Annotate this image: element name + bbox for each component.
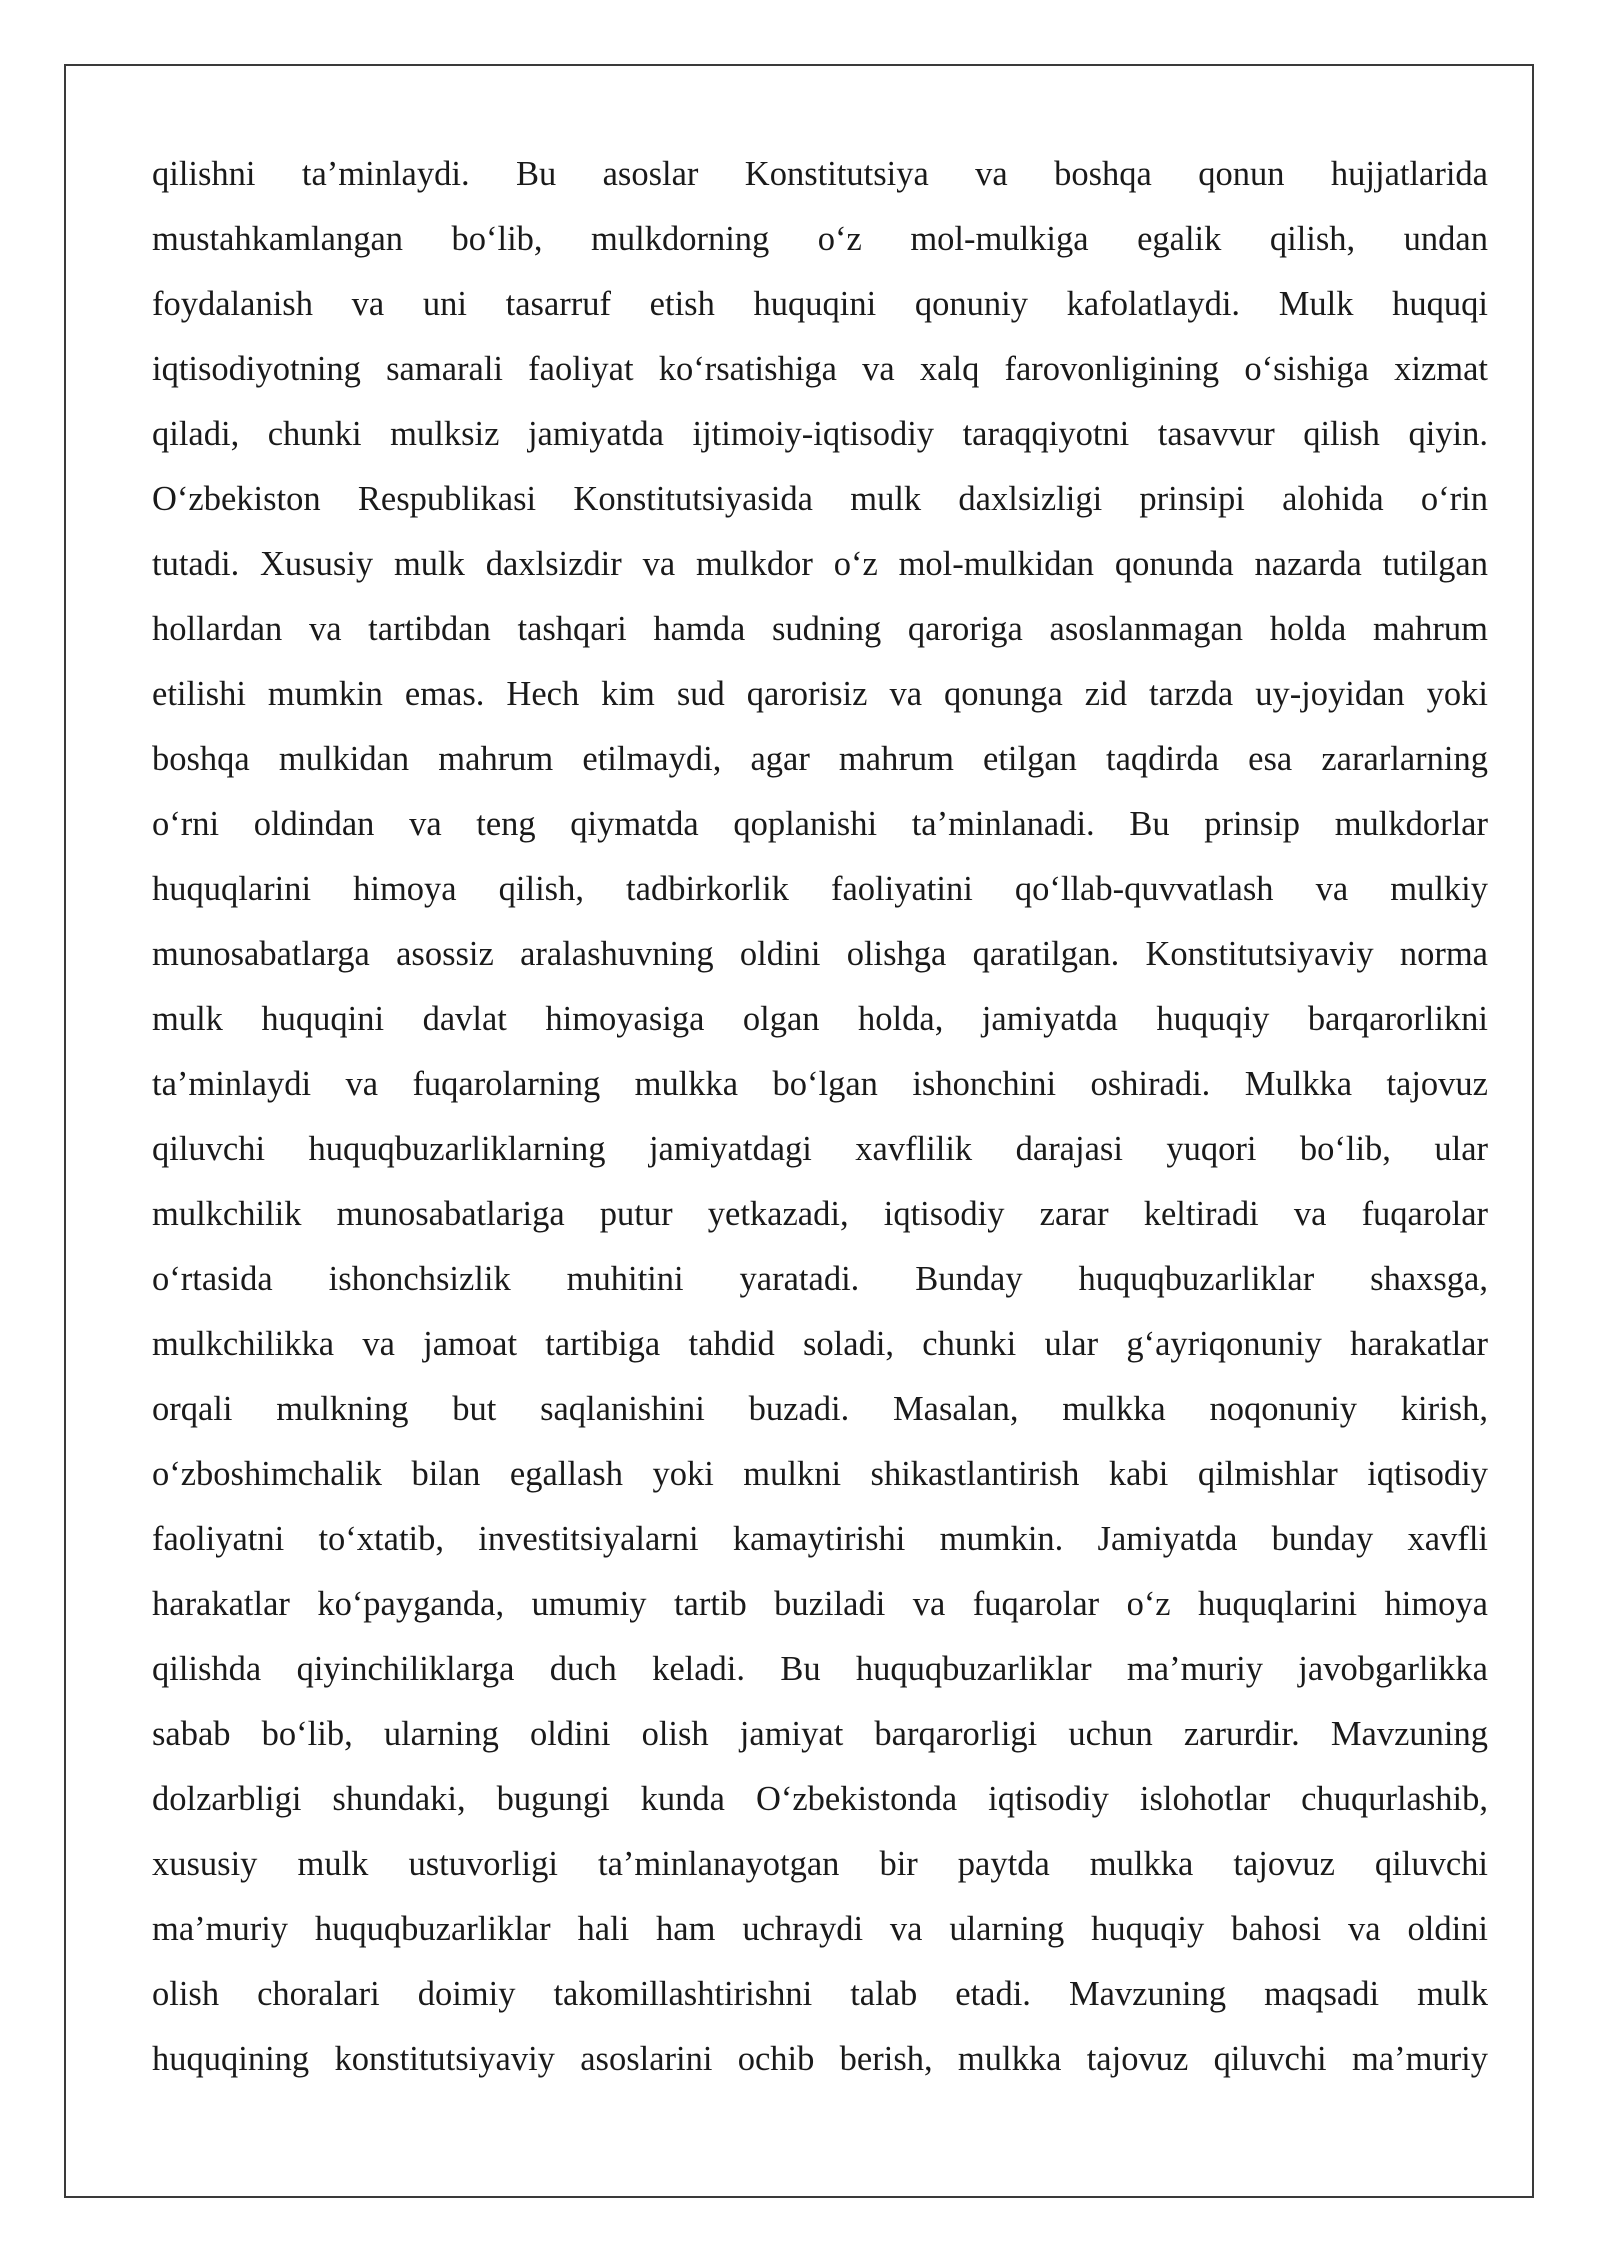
paragraph-line: dolzarbligi shundaki, bugungi kunda O‘zbekistonda iqtisodiy islohotlar chuqurlashib, <box>152 1780 1488 1818</box>
paragraph-line: mustahkamlangan bo‘lib, mulkdorning o‘z mol-mulkiga egalik qilish, undan <box>152 220 1488 258</box>
paragraph-line: ta’minlaydi va fuqarolarning mulkka bo‘lgan ishonchini oshiradi. Mulkka tajovuz <box>152 1065 1488 1103</box>
paragraph-line: sabab bo‘lib, ularning oldini olish jamiyat barqarorligi uchun zarurdir. Mavzuning <box>152 1715 1488 1753</box>
paragraph-line: iqtisodiyotning samarali faoliyat ko‘rsatishiga va xalq farovonligining o‘sishiga xizmat <box>152 350 1488 388</box>
paragraph-line: qiluvchi huquqbuzarliklarning jamiyatdagi xavflilik darajasi yuqori bo‘lib, ular <box>152 1130 1488 1168</box>
paragraph-line: harakatlar ko‘payganda, umumiy tartib buziladi va fuqarolar o‘z huquqlarini himoya <box>152 1585 1488 1623</box>
paragraph-line: tutadi. Xususiy mulk daxlsizdir va mulkdor o‘z mol-mulkidan qonunda nazarda tutilgan <box>152 545 1488 583</box>
paragraph-line: mulkchilikka va jamoat tartibiga tahdid soladi, chunki ular g‘ayriqonuniy harakatlar <box>152 1325 1488 1363</box>
paragraph-line: hollardan va tartibdan tashqari hamda sudning qaroriga asoslanmagan holda mahrum <box>152 610 1488 648</box>
paragraph-line: qilishni ta’minlaydi. Bu asoslar Konstitutsiya va boshqa qonun hujjatlarida <box>152 155 1488 193</box>
paragraph-line: huquqining konstitutsiyaviy asoslarini ochib berish, mulkka tajovuz qiluvchi ma’muriy <box>152 2040 1488 2078</box>
paragraph-line: boshqa mulkidan mahrum etilmaydi, agar mahrum etilgan taqdirda esa zararlarning <box>152 740 1488 778</box>
paragraph-line: o‘zboshimchalik bilan egallash yoki mulkni shikastlantirish kabi qilmishlar iqtisodiy <box>152 1455 1488 1493</box>
paragraph-line: qiladi, chunki mulksiz jamiyatda ijtimoiy-iqtisodiy taraqqiyotni tasavvur qilish qiyin. <box>152 415 1488 453</box>
paragraph-line: mulk huquqini davlat himoyasiga olgan holda, jamiyatda huquqiy barqarorlikni <box>152 1000 1488 1038</box>
paragraph-line: huquqlarini himoya qilish, tadbirkorlik faoliyatini qo‘llab-quvvatlash va mulkiy <box>152 870 1488 908</box>
paragraph-line: orqali mulkning but saqlanishini buzadi. Masalan, mulkka noqonuniy kirish, <box>152 1390 1488 1428</box>
paragraph-line: munosabatlarga asossiz aralashuvning oldini olishga qaratilgan. Konstitutsiyaviy norma <box>152 935 1488 973</box>
paragraph-line: mulkchilik munosabatlariga putur yetkazadi, iqtisodiy zarar keltiradi va fuqarolar <box>152 1195 1488 1233</box>
body-paragraph <box>152 142 1488 2092</box>
paragraph-line: O‘zbekiston Respublikasi Konstitutsiyasida mulk daxlsizligi prinsipi alohida o‘rin <box>152 480 1488 518</box>
paragraph-line: faoliyatni to‘xtatib, investitsiyalarni kamaytirishi mumkin. Jamiyatda bunday xavfli <box>152 1520 1488 1558</box>
paragraph-line: qilishda qiyinchiliklarga duch keladi. Bu huquqbuzarliklar ma’muriy javobgarlikka <box>152 1650 1488 1688</box>
paragraph-line: etilishi mumkin emas. Hech kim sud qarorisiz va qonunga zid tarzda uy-joyidan yoki <box>152 675 1488 713</box>
paragraph-line: o‘rtasida ishonchsizlik muhitini yaratadi. Bunday huquqbuzarliklar shaxsga, <box>152 1260 1488 1298</box>
paragraph-line: olish choralari doimiy takomillashtirishni talab etadi. Mavzuning maqsadi mulk <box>152 1975 1488 2013</box>
paragraph-line: xususiy mulk ustuvorligi ta’minlanayotgan bir paytda mulkka tajovuz qiluvchi <box>152 1845 1488 1883</box>
paragraph-line: foydalanish va uni tasarruf etish huquqini qonuniy kafolatlaydi. Mulk huquqi <box>152 285 1488 323</box>
paragraph-line: ma’muriy huquqbuzarliklar hali ham uchraydi va ularning huquqiy bahosi va oldini <box>152 1910 1488 1948</box>
paragraph-line: o‘rni oldindan va teng qiymatda qoplanishi ta’minlanadi. Bu prinsip mulkdorlar <box>152 805 1488 843</box>
